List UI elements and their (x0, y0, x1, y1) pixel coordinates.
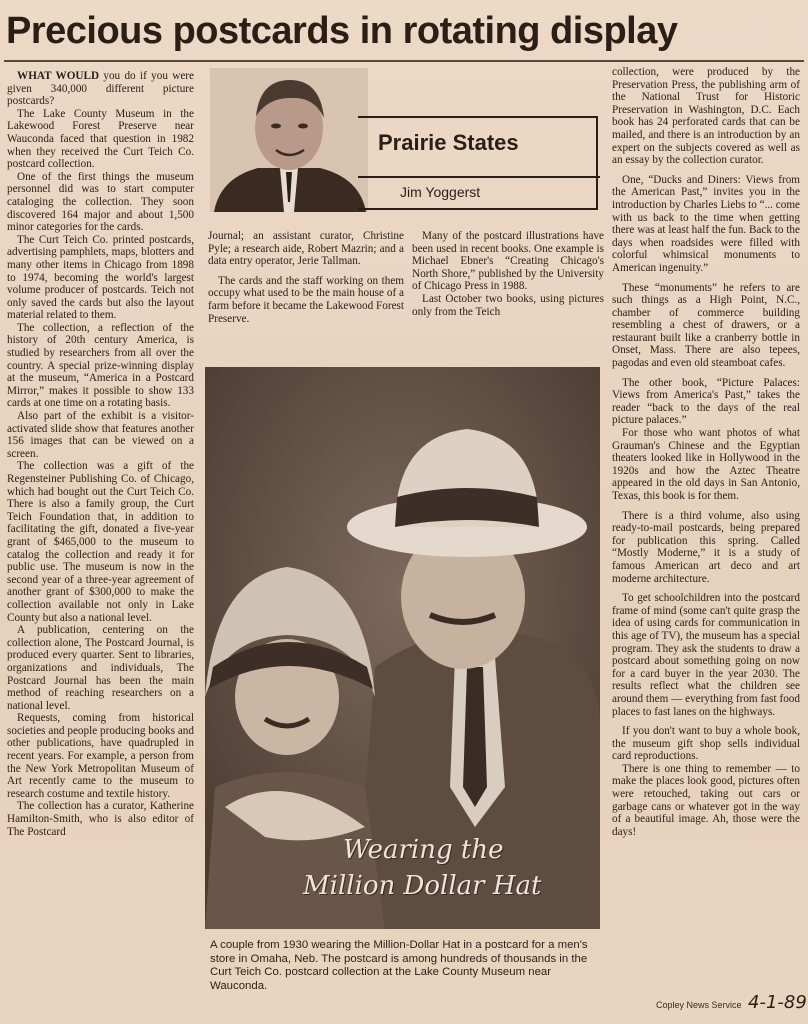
article-paragraph: Requests, coming from historical societies and people producing books and other publications, have quadrupled in recent years. For example, a person from the New York Metropolitan Museum of Art recently came to the museum to research costume and textile history. (7, 712, 194, 800)
byline: Jim Yoggerst (400, 184, 481, 200)
article-column-1 (7, 70, 194, 1020)
lead-in: WHAT WOULD (17, 70, 100, 82)
article-paragraph: Also part of the exhibit is a visitor-activated slide show that features another 156 images that can be viewed on a screen. (7, 410, 194, 460)
postcard-photo (205, 367, 600, 929)
article-paragraph: One, “Ducks and Diners: Views from the American Past,” invites you in the introduction by Charles Liebs to “... come with us back to the time when getting there was at least half the fun. Back to the days when roadsides were filled with colorful whimsical monuments to American ingenuity.” (612, 173, 800, 274)
article-paragraph: There is one thing to remember — to make the places look good, pictures often were retouched, taking out cars or garbage cans or whatever got in the way of a beautiful image. Ah, those were the days! (612, 762, 800, 838)
handwritten-date: 4-1-89 (748, 992, 807, 1013)
article-column-3 (412, 230, 604, 318)
byline-rule (358, 176, 600, 178)
columnist-portrait (210, 68, 368, 212)
article-paragraph: The collection has a curator, Katherine Hamilton-Smith, who is also editor of The Postcard (7, 800, 194, 838)
article-paragraph: The collection was a gift of the Regensteiner Publishing Co. of Chicago, which had bought out the Curt Teich Co. There is also a family group, the Curt Teich Foundation that, in addition to facilitating the gift, donated a five-year grant of $465,000 to the museum to catalog the collection and ready it for public use. The museum is now in the second year of a three-year agreement of another grant of $300,000 to make the collection available not only in Lake County but also a national level. (7, 460, 194, 624)
photo-caption: A couple from 1930 wearing the Million-Dollar Hat in a postcard for a men's store in Omaha, Neb. The postcard is among hundreds of thousands in the Curt Teich Co. postcard collection at the Lake County Museum near Wauconda. (210, 939, 588, 992)
article-paragraph: There is a third volume, also using ready-to-mail postcards, being prepared for publication this spring. Called “Mostly Moderne,” it is a study of famous American art deco and art moderne architecture. (612, 509, 800, 585)
article-paragraph: The other book, “Picture Palaces: Views from America's Past,” takes the reader “back to the days of the real picture palaces.” (612, 376, 800, 427)
article-paragraph: The collection, a reflection of the history of 20th century America, is studied by researchers from all over the country. A special prize-winning display at the museum, “America in a Postcard Mirror,” makes it possible to show 133 cards at one time on a rotating basis. (7, 321, 194, 410)
article-paragraph: WHAT WOULD you do if you were given 340,000 different picture postcards? (7, 70, 194, 108)
article-paragraph: To get schoolchildren into the postcard frame of mind (some can't quite grasp the idea of using cards for communication in this age of TV), the museum has a special program. They ask the students to draw a postcard about something going on now for a card buyer in the year 2030. The results reflect what the children see around them — everything from fast food places to fast lanes on the highways. (612, 592, 800, 718)
article-paragraph: One of the first things the museum personnel did was to start computer cataloging the collection. They soon discovered 164 major and about 1,500 minor categories for the cards. (7, 170, 194, 234)
article-paragraph: If you don't want to buy a whole book, the museum gift shop sells individual card reproductions. (612, 725, 800, 763)
article-paragraph: A publication, centering on the collection alone, The Postcard Journal, is produced every quarter. Sent to libraries, organizations and individuals, The Postcard Journal has been the main method of reaching researchers on a national level. (7, 624, 194, 712)
news-service-credit: Copley News Service (656, 1000, 742, 1010)
article-paragraph: The Lake County Museum in the Lakewood Forest Preserve near Wauconda faced that question in 1982 when they received the Curt Teich Co. postcard collection. (7, 107, 194, 171)
article-paragraph: These “monuments” he refers to are such things as a High Point, N.C., chamber of commerce building resembling a chest of drawers, or a restaurant built like a cranberry bottle in Onset, Mass. There are also tepees, pagodas and even old steamboat cafes. (612, 281, 800, 370)
article-paragraph: Many of the postcard illustrations have been used in recent books. One example is Michael Ebner's “Creating Chicago's North Shore,” published by the University of Chicago Press in 1988. (412, 230, 604, 293)
column-name: Prairie States (378, 130, 519, 155)
headline-rule (4, 60, 804, 62)
article-column-4 (612, 66, 800, 1021)
article-paragraph: collection, were produced by the Preservation Press, the publishing arm of the National Trust for Historic Preservation in Washington, D.C. Each book has 24 perforated cards that can be mailed, and there is an introduction by an expert on the subjects covered as well as an essay by the collection curator. (612, 66, 800, 167)
article-paragraph: The cards and the staff working on them occupy what used to be the main house of a farm before it became the Lakewood Forest Preserve. (208, 274, 404, 325)
article-paragraph: For those who want photos of what Grauman's Chinese and the Egyptian theaters looked like in Hollywood in the 1920s and how the Aztec Theatre appeared in the old days in San Antonio, Texas, this book is for them. (612, 427, 800, 502)
article-paragraph: Journal; an assistant curator, Christine Pyle; a research aide, Robert Mazrin; and a data entry operator, Jerie Tallman. (208, 230, 404, 268)
headline: Precious postcards in rotating display (6, 10, 678, 52)
postcard-script-line-1: Wearing the (343, 835, 504, 865)
article-column-2 (208, 230, 404, 325)
article-paragraph: Last October two books, using pictures only from the Teich (412, 292, 604, 318)
article-paragraph: The Curt Teich Co. printed postcards, advertising pamphlets, maps, blotters and many other items in Chicago from 1898 to 1974, becoming the world's largest volume producer of postcards. Teich not only saved the cards but also the layout material related to them. (7, 233, 194, 322)
postcard-script-line-2: Million Dollar Hat (303, 871, 542, 901)
